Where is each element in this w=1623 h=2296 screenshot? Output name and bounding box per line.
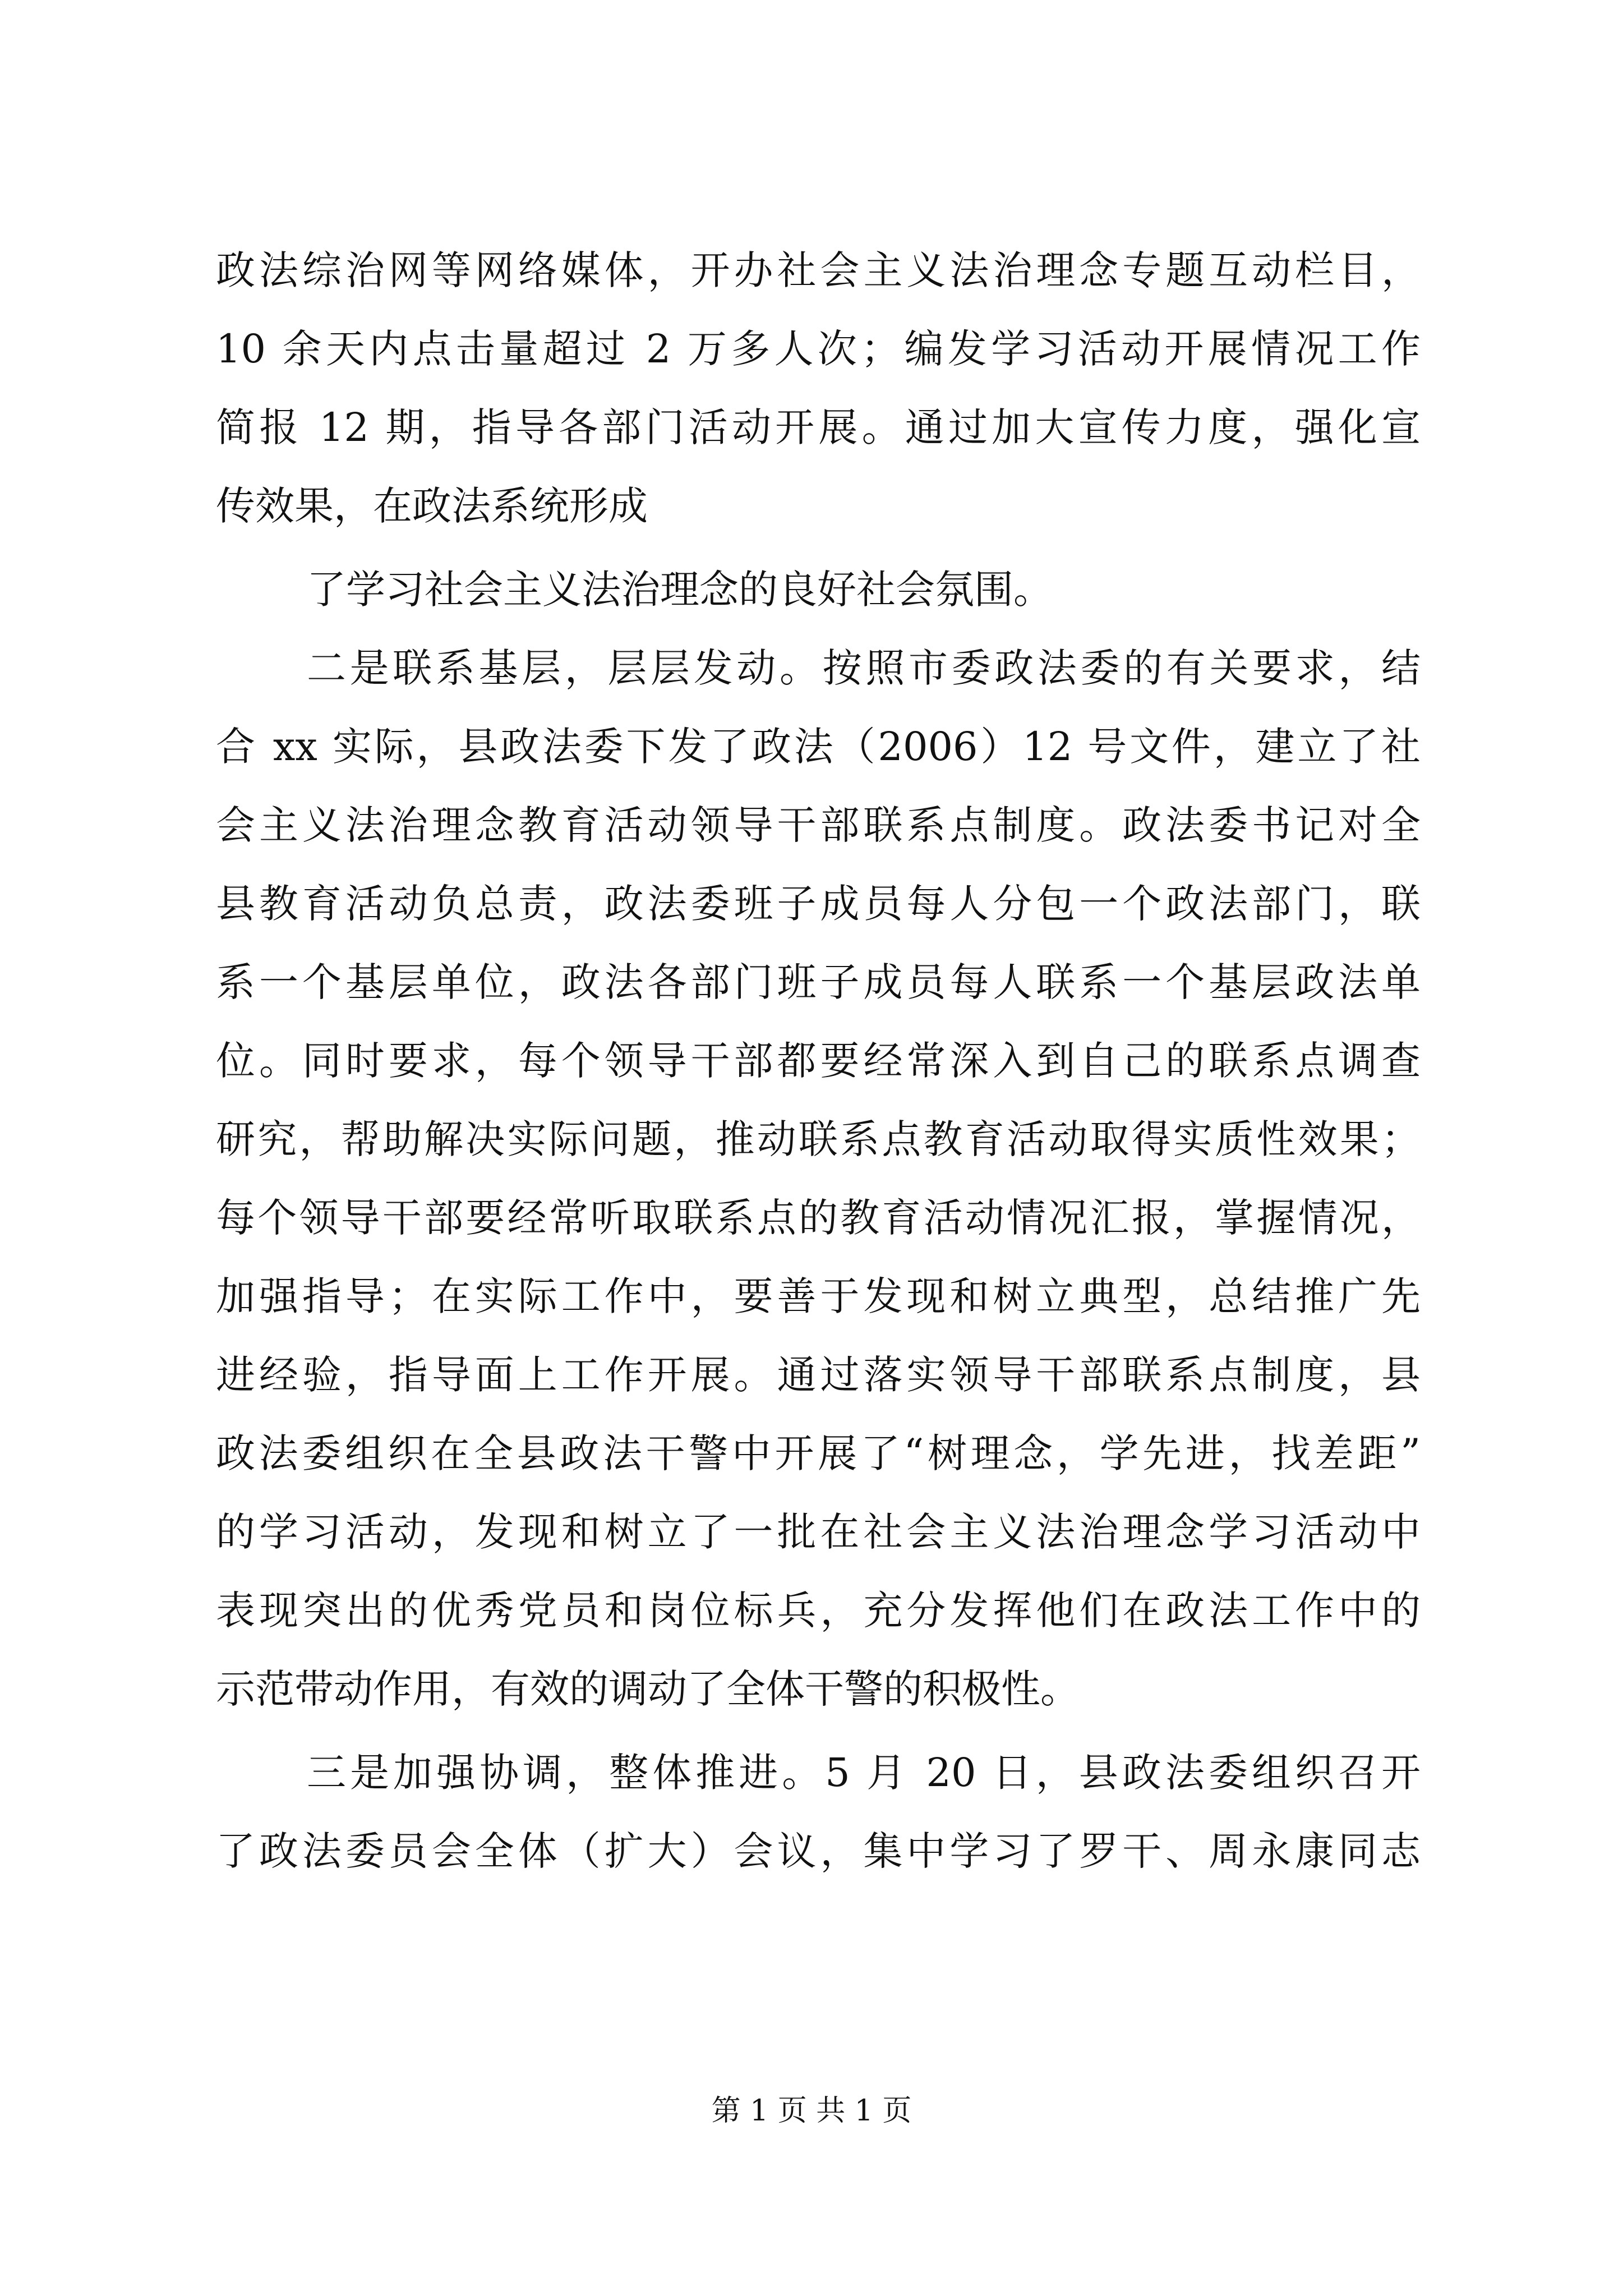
text-line: 位。同时要求，每个领导干部都要经常深入到自己的联系点调查: [216, 1038, 1421, 1084]
text-line: 表现突出的优秀党员和岗位标兵，充分发挥他们在政法工作中的: [216, 1588, 1421, 1634]
text-line: 了政法委员会全体（扩大）会议，集中学习了罗干、周永康同志: [216, 1828, 1421, 1874]
text-line: 了学习社会主义法治理念的良好社会氛围。: [307, 567, 1053, 613]
text-line: 政法委组织在全县政法干警中开展了“树理念，学先进，找差距”: [216, 1430, 1421, 1476]
paragraph-start-line: 三是加强协调，整体推进。5 月 20 日，县政法委组织召开: [307, 1750, 1421, 1796]
text-line: 研究，帮助解决实际问题，推动联系点教育活动取得实质性效果；: [216, 1116, 1421, 1162]
paragraph-start-line: 二是联系基层，层层发动。按照市委政法委的有关要求，结: [307, 645, 1421, 691]
text-line: 进经验，指导面上工作开展。通过落实领导干部联系点制度，县: [216, 1352, 1421, 1398]
text-line: 加强指导；在实际工作中，要善于发现和树立典型，总结推广先: [216, 1273, 1421, 1319]
text-line: 10 余天内点击量超过 2 万多人次；编发学习活动开展情况工作: [216, 326, 1421, 372]
text-line: 政法综治网等网络媒体，开办社会主义法治理念专题互动栏目，: [216, 247, 1421, 293]
text-line: 每个领导干部要经常听取联系点的教育活动情况汇报，掌握情况，: [216, 1195, 1421, 1241]
text-line: 县教育活动负总责，政法委班子成员每人分包一个政法部门，联: [216, 881, 1421, 927]
text-line: 的学习活动，发现和树立了一批在社会主义法治理念学习活动中: [216, 1509, 1421, 1555]
page-number-footer: 第 1 页 共 1 页: [711, 2094, 912, 2128]
text-line: 合 xx 实际，县政法委下发了政法（2006）12 号文件，建立了社: [216, 724, 1421, 770]
text-line: 系一个基层单位，政法各部门班子成员每人联系一个基层政法单: [216, 959, 1421, 1005]
text-line: 示范带动作用，有效的调动了全体干警的积极性。: [216, 1666, 1080, 1712]
text-line: 会主义法治理念教育活动领导干部联系点制度。政法委书记对全: [216, 802, 1421, 848]
text-line: 传效果，在政法系统形成: [216, 483, 648, 529]
text-line: 简报 12 期，指导各部门活动开展。通过加大宣传力度，强化宣: [216, 404, 1421, 450]
